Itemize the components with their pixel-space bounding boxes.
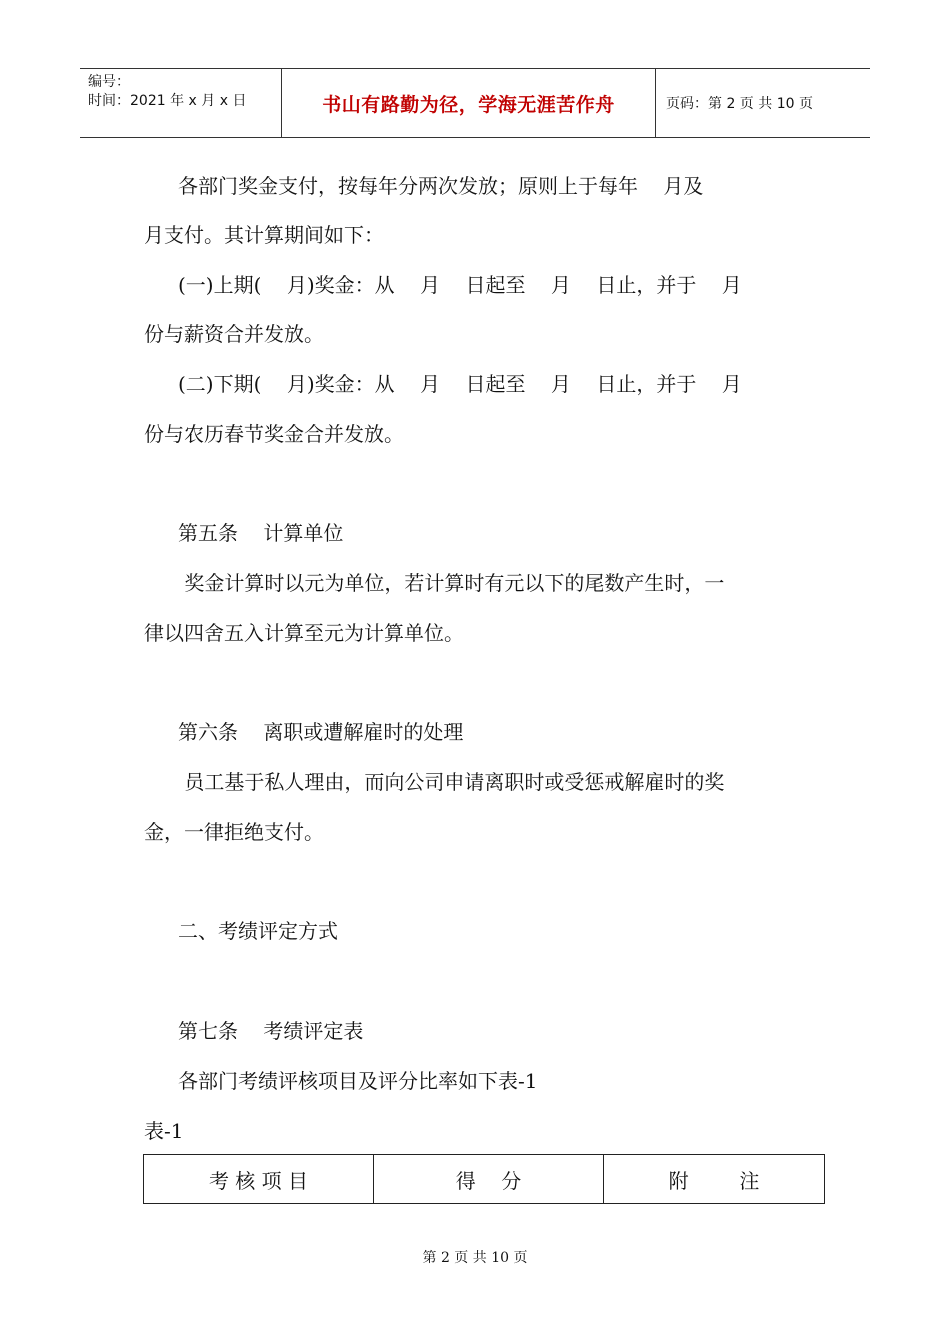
article-5-title: 第五条 计算单位 (178, 521, 344, 545)
header-meta (80, 69, 282, 137)
table-header-cell: 得 分 (374, 1155, 604, 1204)
paragraph-line: (二)下期( 月)奖金：从 月 日起至 月 日止，并于 月 (178, 372, 742, 396)
paragraph-line: 各部门奖金支付，按每年分两次发放；原则上于每年 月及 (178, 174, 704, 198)
paragraph-line: 律以四舍五入计算至元为计算单位。 (144, 621, 464, 645)
paragraph-line: 员工基于私人理由，而向公司申请离职时或受惩戒解雇时的奖 (178, 770, 725, 794)
table-header-row (144, 1155, 825, 1204)
document-date: 时间：2021 年 x 月 x 日 (88, 93, 247, 109)
article-6-title: 第六条 离职或遭解雇时的处理 (178, 720, 464, 744)
paragraph-line: 份与农历春节奖金合并发放。 (144, 422, 404, 446)
paragraph-line: (一)上期( 月)奖金：从 月 日起至 月 日止，并于 月 (178, 273, 742, 297)
header-page-info: 页码：第 2 页 共 10 页 (666, 96, 813, 112)
header-motto: 书山有路勤为径，学海无涯苦作舟 (282, 69, 656, 137)
table-caption: 表-1 (144, 1119, 184, 1143)
page-footer: 第 2 页 共 10 页 (422, 1250, 528, 1266)
paragraph-line: 份与薪资合并发放。 (144, 322, 324, 346)
section-2-title: 二、考绩评定方式 (178, 919, 338, 943)
document-number-label: 编号： (88, 74, 130, 90)
page-header (80, 68, 870, 138)
table-header-cell: 考 核 项 目 (144, 1155, 374, 1204)
article-7-title: 第七条 考绩评定表 (178, 1019, 364, 1043)
paragraph-line: 金，一律拒绝支付。 (144, 820, 324, 844)
table-header-cell: 附 注 (604, 1155, 825, 1204)
paragraph-line: 奖金计算时以元为单位，若计算时有元以下的尾数产生时，一 (178, 571, 725, 595)
paragraph-line: 月支付。其计算期间如下： (144, 223, 384, 247)
paragraph-line: 各部门考绩评核项目及评分比率如下表-1 (178, 1069, 538, 1093)
evaluation-table (143, 1154, 825, 1204)
